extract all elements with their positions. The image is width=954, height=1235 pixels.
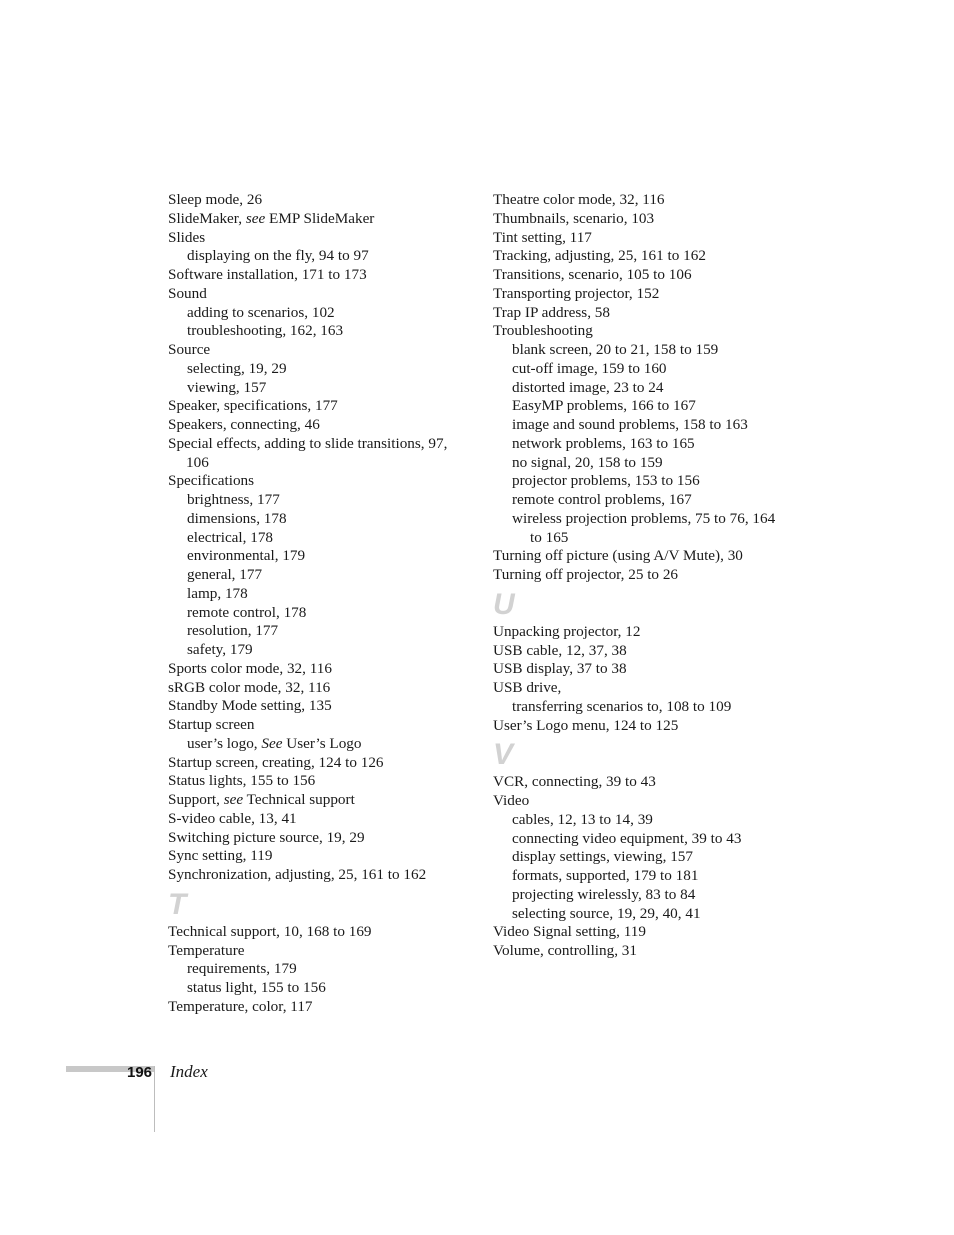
page-number: 196 — [127, 1064, 153, 1081]
index-subentry: status light, 155 to 156 — [187, 979, 326, 996]
index-entry: Troubleshooting — [493, 322, 593, 340]
entry-text: user’s logo, — [187, 734, 262, 752]
index-entry: Source — [168, 341, 211, 358]
index-entry: USB display, 37 to 38 — [493, 660, 627, 678]
index-entry: Sound — [168, 284, 207, 302]
index-entry: Turning off picture (using A/V Mute), 30 — [493, 547, 743, 565]
index-entry: Theatre color mode, 32, 116 — [493, 191, 665, 208]
index-subentry: remote control problems, 167 — [512, 491, 692, 508]
footer-section-title: Index — [170, 1062, 208, 1081]
index-subentry: lamp, 178 — [187, 584, 248, 602]
index-entry: Sync setting, 119 — [168, 847, 273, 865]
index-subentry: display settings, viewing, 157 — [512, 848, 693, 866]
index-entry: Video Signal setting, 119 — [493, 923, 646, 941]
index-entry — [168, 791, 468, 810]
index-subentry: electrical, 178 — [187, 528, 274, 546]
index-entry: USB drive, — [493, 679, 562, 696]
section-letter-u: U — [493, 587, 515, 621]
index-column-left — [168, 191, 468, 1017]
index-subentry: resolution, 177 — [187, 622, 279, 640]
index-entry: Slides — [168, 228, 206, 246]
index-entry: Speaker, specifications, 177 — [168, 397, 338, 415]
index-entry: Tint setting, 117 — [493, 228, 592, 246]
index-entry: Transitions, scenario, 105 to 106 — [493, 266, 692, 283]
index-subentry: displaying on the fly, 94 to 97 — [187, 247, 369, 265]
cross-reference-keyword: see — [245, 209, 266, 227]
index-subentry: general, 177 — [187, 566, 263, 583]
index-entry: Startup screen — [168, 716, 255, 733]
index-entry: Tracking, adjusting, 25, 161 to 162 — [493, 247, 706, 265]
index-entry: Speakers, connecting, 46 — [168, 416, 320, 433]
index-subentry: projecting wirelessly, 83 to 84 — [512, 885, 696, 903]
index-entry: S-video cable, 13, 41 — [168, 809, 297, 827]
index-subentry: no signal, 20, 158 to 159 — [512, 453, 663, 471]
cross-reference-target: User’s Logo — [282, 734, 362, 752]
index-entry: Software installation, 171 to 173 — [168, 266, 367, 283]
index-subentry: cables, 12, 13 to 14, 39 — [512, 810, 653, 828]
index-entry: Technical support, 10, 168 to 169 — [168, 922, 372, 940]
index-subentry — [168, 735, 468, 754]
index-entry: Special effects, adding to slide transitions, 97, 106 — [168, 434, 448, 471]
index-column-right — [493, 191, 793, 961]
index-entry: Turning off projector, 25 to 26 — [493, 566, 679, 583]
index-subentry: cut-off image, 159 to 160 — [512, 359, 667, 377]
index-subentry: wireless projection problems, 75 to 76, 164 to 165 — [512, 509, 776, 546]
index-subentry: connecting video equipment, 39 to 43 — [512, 829, 742, 847]
index-subentry: distorted image, 23 to 24 — [512, 378, 664, 396]
index-entry: Video — [493, 792, 530, 809]
section-letter-t: T — [168, 887, 187, 921]
cross-reference-target: EMP SlideMaker — [265, 209, 375, 227]
index-subentry: transferring scenarios to, 108 to 109 — [512, 697, 732, 715]
index-subentry: network problems, 163 to 165 — [512, 434, 695, 452]
index-entry: USB cable, 12, 37, 38 — [493, 641, 627, 659]
index-subentry: selecting source, 19, 29, 40, 41 — [512, 904, 701, 922]
index-entry: Switching picture source, 19, 29 — [168, 828, 365, 846]
cross-reference-keyword: see — [223, 791, 244, 808]
index-subentry: formats, supported, 179 to 181 — [512, 867, 699, 884]
index-entry: Temperature — [168, 941, 245, 959]
index-entry: Specifications — [168, 472, 255, 490]
index-subentry: remote control, 178 — [187, 603, 307, 621]
index-subentry: EasyMP problems, 166 to 167 — [512, 397, 696, 415]
index-subentry: selecting, 19, 29 — [187, 359, 287, 377]
index-entry: User’s Logo menu, 124 to 125 — [493, 716, 679, 734]
entry-text: Support, — [168, 791, 224, 808]
index-subentry: brightness, 177 — [187, 491, 280, 508]
index-subentry: troubleshooting, 162, 163 — [187, 322, 344, 340]
index-entry: Transporting projector, 152 — [493, 284, 660, 302]
index-subentry: adding to scenarios, 102 — [187, 303, 335, 321]
entry-text: SlideMaker, — [168, 209, 246, 227]
index-entry — [168, 210, 468, 229]
index-entry: Sports color mode, 32, 116 — [168, 659, 332, 677]
index-entry: Status lights, 155 to 156 — [168, 772, 316, 790]
index-entry: Synchronization, adjusting, 25, 161 to 162 — [168, 866, 427, 883]
index-entry: Thumbnails, scenario, 103 — [493, 209, 655, 227]
index-subentry: image and sound problems, 158 to 163 — [512, 416, 748, 433]
index-subentry: dimensions, 178 — [187, 509, 287, 527]
index-entry: sRGB color mode, 32, 116 — [168, 678, 331, 696]
footer-rule — [154, 1066, 155, 1132]
index-entry: VCR, connecting, 39 to 43 — [493, 773, 656, 791]
index-entry: Startup screen, creating, 124 to 126 — [168, 753, 384, 771]
index-entry: Trap IP address, 58 — [493, 303, 610, 321]
index-subentry: projector problems, 153 to 156 — [512, 472, 700, 490]
index-subentry: safety, 179 — [187, 641, 253, 658]
index-subentry: viewing, 157 — [187, 378, 267, 396]
index-entry: Standby Mode setting, 135 — [168, 697, 332, 715]
section-letter-v: V — [493, 738, 514, 772]
cross-reference-keyword: See — [261, 734, 283, 752]
index-subentry: blank screen, 20 to 21, 158 to 159 — [512, 341, 719, 358]
index-entry: Volume, controlling, 31 — [493, 942, 637, 959]
index-subentry: environmental, 179 — [187, 547, 306, 565]
index-entry: Temperature, color, 117 — [168, 997, 313, 1015]
index-subentry: requirements, 179 — [187, 960, 297, 978]
cross-reference-target: Technical support — [243, 791, 355, 808]
index-entry: Sleep mode, 26 — [168, 191, 263, 208]
index-entry: Unpacking projector, 12 — [493, 622, 641, 640]
